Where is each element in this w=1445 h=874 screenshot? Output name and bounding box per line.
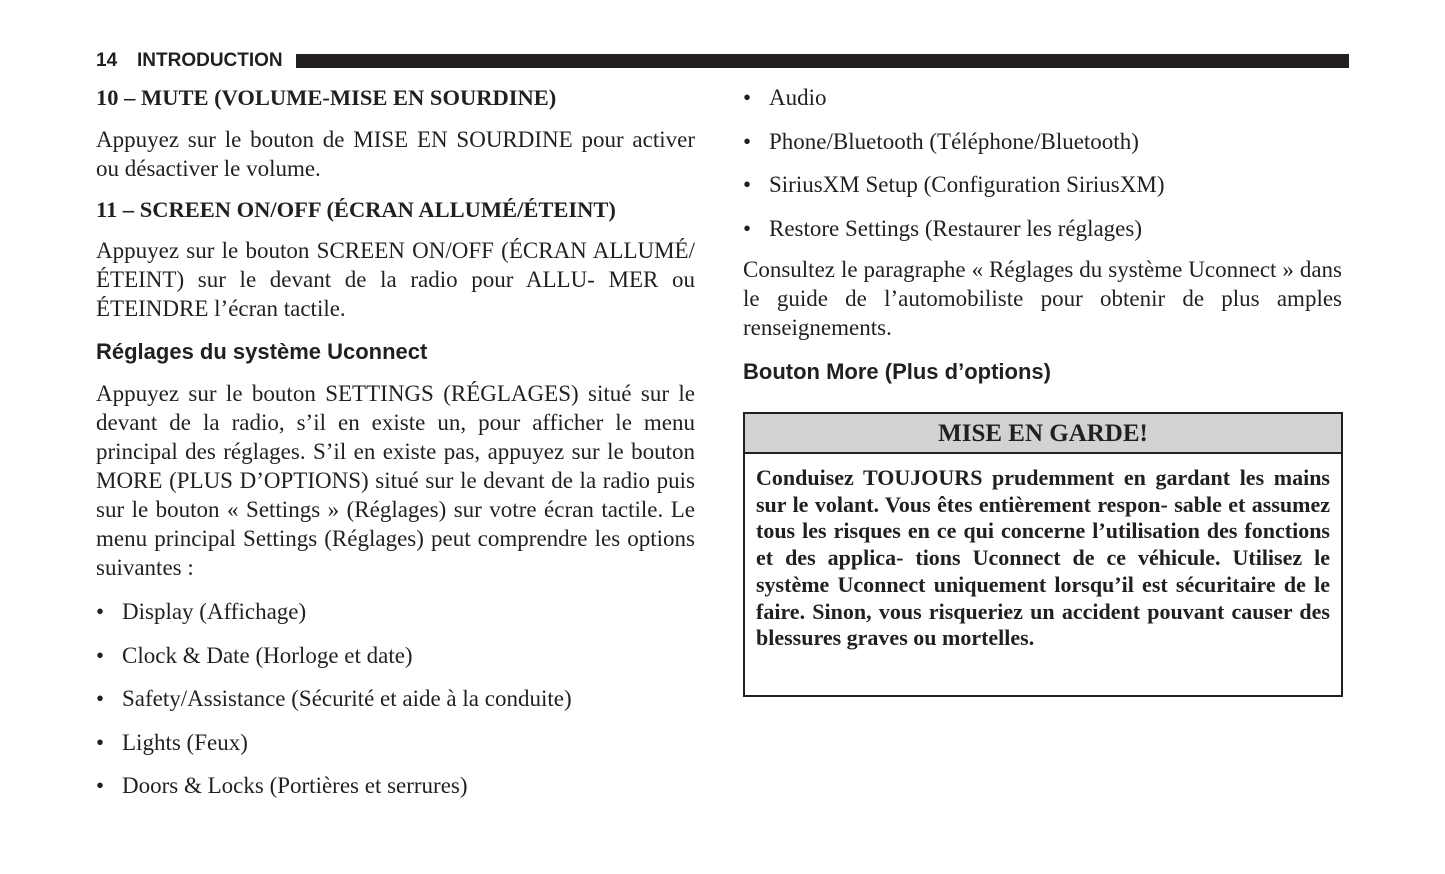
page-number: 14 [96, 50, 118, 71]
paragraph-mute: Appuyez sur le bouton de MISE EN SOURDINE pour activer ou désactiver le volume. [96, 127, 695, 181]
list-item: • Lights (Feux) [96, 730, 248, 755]
list-item: • Safety/Assistance (Sécurité et aide à la conduite) [96, 686, 572, 711]
header-rule [296, 54, 1349, 68]
heading-mute: 10 – MUTE (VOLUME-MISE EN SOURDINE) [96, 85, 557, 110]
warning-box [743, 412, 1343, 697]
list-item: • Audio [743, 85, 827, 110]
paragraph-screen: Appuyez sur le bouton SCREEN ON/OFF (ÉCRAN ALLUMÉ/ÉTEINT) sur le devant de la radio pour ALLU- MER ou ÉTEINDRE l’écran tactile. [96, 238, 695, 321]
heading-screen: 11 – SCREEN ON/OFF (ÉCRAN ALLUMÉ/ÉTEINT) [96, 197, 616, 222]
section-title: INTRODUCTION [137, 50, 283, 71]
heading-more: Bouton More (Plus d’options) [743, 359, 1051, 384]
warning-body: Conduisez TOUJOURS prudemment en gardant les mains sur le volant. Vous êtes entièrement respon- sable et assumez tous les risques en ce qui concerne l’utilisation des fonctions et des applica- tions Uconnect de ce véhicule. Utilisez le système Uconnect uniquement lorsqu’il est sécuritaire de le faire. Sinon, vous risqueriez un accident pouvant causer des blessures graves ou mortelles. [756, 465, 1330, 651]
paragraph-settings: Appuyez sur le bouton SETTINGS (RÉGLAGES) situé sur le devant de la radio, s’il en existe un, pour afficher le menu principal des réglages. S’il en existe pas, appuyez sur le bouton MORE (PLUS D’OPTIONS) situé sur le devant de la radio puis sur le bouton « Settings » (Réglages) sur votre écran tactile. Le menu principal Settings (Réglages) peut comprendre les options suivantes : [96, 381, 695, 580]
paragraph-consult: Consultez le paragraphe « Réglages du système Uconnect » dans le guide de l’automobiliste pour obtenir de plus amples renseignements. [743, 257, 1342, 340]
list-item: • SiriusXM Setup (Configuration SiriusXM) [743, 172, 1165, 197]
list-item: • Restore Settings (Restaurer les réglages) [743, 216, 1142, 241]
heading-settings: Réglages du système Uconnect [96, 339, 428, 364]
list-item: • Phone/Bluetooth (Téléphone/Bluetooth) [743, 129, 1139, 154]
list-item: • Display (Affichage) [96, 599, 307, 624]
list-item: • Clock & Date (Horloge et date) [96, 643, 413, 668]
list-item: • Doors & Locks (Portières et serrures) [96, 773, 468, 798]
warning-title: MISE EN GARDE! [745, 414, 1341, 454]
